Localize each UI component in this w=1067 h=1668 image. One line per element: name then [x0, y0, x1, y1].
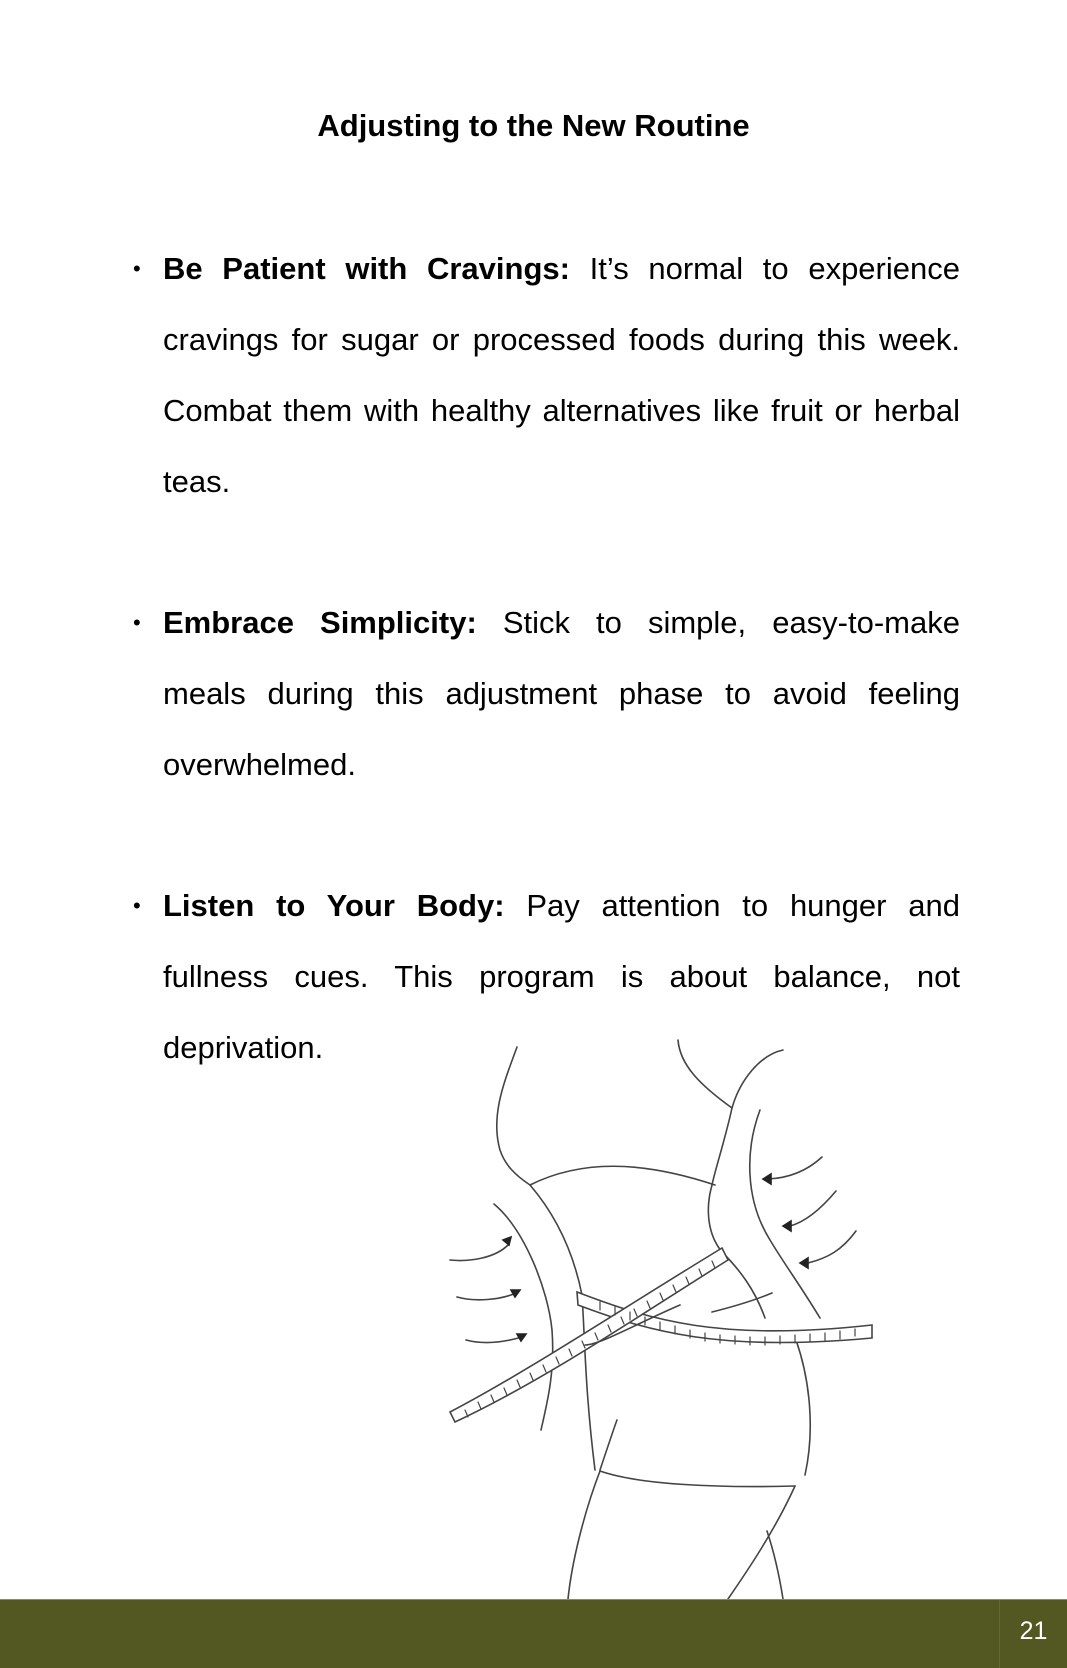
waist-measuring-tape-icon [430, 1030, 900, 1600]
page-footer [0, 1599, 1067, 1668]
bullet-text: Pay attention to hunger and fullness cues. This program is about balance, not deprivation. [163, 888, 960, 1065]
bullet-text: It’s normal to experience cravings for sugar or processed foods during this week. Combat them with healthy alternatives like fruit or herbal teas. [163, 251, 960, 499]
bullet-dot: • [133, 893, 141, 918]
bullet-item [133, 233, 960, 517]
bullet-lead: Listen to Your Body: [163, 888, 505, 923]
page-title: Adjusting to the New Routine [317, 108, 750, 143]
bullet-lead: Be Patient with Cravings: [163, 251, 570, 286]
page-number: 21 [1019, 1617, 1048, 1645]
bullet-text: Stick to simple, easy-to-make meals during this adjustment phase to avoid feeling overwhelmed. [163, 605, 960, 782]
bullet-item [133, 587, 960, 800]
bullet-dot: • [133, 256, 141, 281]
bullet-lead: Embrace Simplicity: [163, 605, 477, 640]
bullet-dot: • [133, 610, 141, 635]
